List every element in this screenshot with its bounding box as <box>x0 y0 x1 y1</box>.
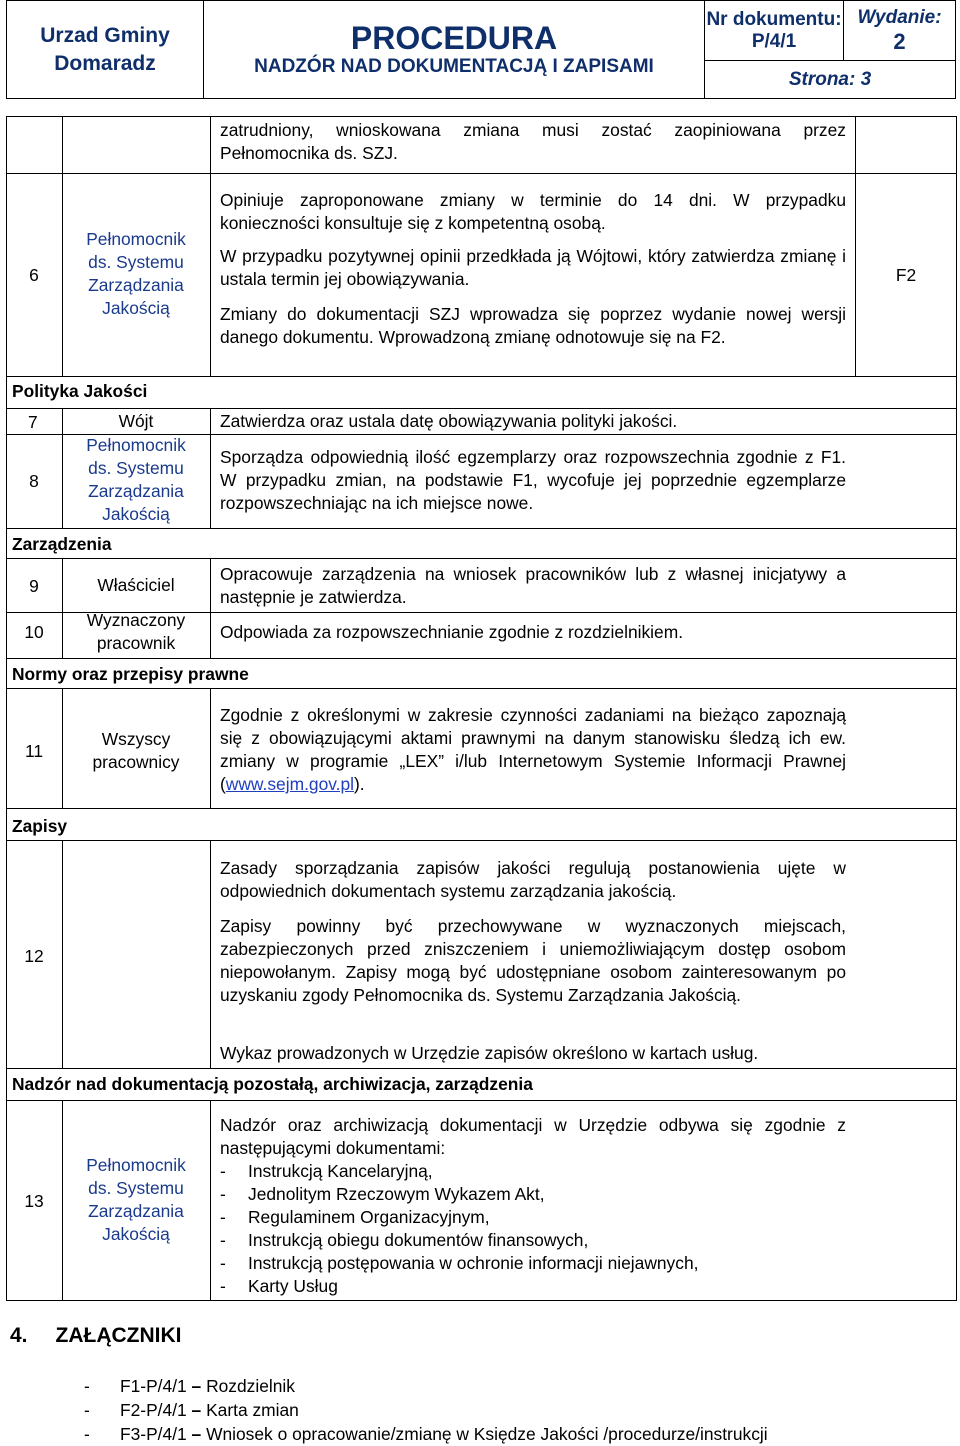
header-title: PROCEDURA <box>350 20 558 56</box>
row8-role <box>62 434 210 526</box>
row6-paragraph-3: Zmiany do dokumentacji SZJ wprowadza się poprzez wydanie nowej wersji danego dokumentu. Wprowadzoną zmianę odnotowuje się na F2. <box>220 304 846 347</box>
header-strona-cell <box>705 61 956 99</box>
row8-role-line: Zarządzania <box>88 481 184 501</box>
row11-role <box>62 728 210 774</box>
row8-role-line: Jakością <box>102 504 170 524</box>
row8-role-line: ds. Systemu <box>88 458 184 478</box>
section-normy-przepisy: Normy oraz przepisy prawne <box>12 664 249 684</box>
row6-role <box>62 228 210 320</box>
row6-paragraph-1: Opiniuje zaproponowane zmiany w terminie do 14 dni. W przypadku konieczności konsultuje się z kompetentną osobą. <box>220 190 846 233</box>
row11-role-line: Wszyscy <box>101 729 171 749</box>
row7-number: 7 <box>28 412 38 432</box>
row6-number: 6 <box>29 265 39 285</box>
row13-intro: Nadzór oraz archiwizacją dokumentacji w Urzędzie odbywa się zgodnie z następującymi dokumentami: <box>220 1115 846 1158</box>
row13-role-line: Zarządzania <box>88 1201 184 1221</box>
list-item: - Regulaminem Organizacyjnym, <box>220 1207 490 1227</box>
list-item: - Instrukcją postępowania w ochronie informacji niejawnych, <box>220 1253 699 1273</box>
header-nr-label: Nr dokumentu: <box>706 8 842 30</box>
row11-text-end: ). <box>354 774 365 794</box>
row11-text: Zgodnie z określonymi w zakresie czynności zadaniami na bieżąco zapoznają się z obowiązującymi aktami prawnymi na danym stanowisku śledzą ich ew. zmiany w programie „LEX” i/lub Internetowym Systemie Informacji Prawnej ( <box>220 705 846 794</box>
attachment-item: - F1-P/4/1 – Rozdzielnik <box>84 1376 295 1396</box>
attachment-item: - F3-P/4/1 – Wniosek o opracowanie/zmianę w Księdze Jakości /procedurze/instrukcji <box>84 1424 768 1444</box>
row12-paragraph-2: Zapisy powinny być przechowywane w wyznaczonych miejscach, zabezpieczonych przed zniszczeniem i uniemożliwiającym dostęp osobom niepowołanym. Zapisy mogą być udostępniane osobom zainteresowanym po uzyskaniu zgody Pełnomocnika ds. Systemu Zarządzania Jakością. <box>220 916 846 1005</box>
row13-role <box>62 1154 210 1246</box>
row12-paragraph-3: Wykaz prowadzonych w Urzędzie zapisów określono w kartach usług. <box>220 1043 759 1063</box>
row10-role-line: Wyznaczony <box>86 610 186 630</box>
row11-number: 11 <box>24 741 44 761</box>
row8-role-line: Pełnomocnik <box>86 435 186 455</box>
row8-text: Sporządza odpowiednią ilość egzemplarzy oraz rozpowszechnia zgodnie z F1. W przypadku zmian, na podstawie F1, wycofuje jej poprzednie egzemplarze rozpowszechniając na ich miejsce nowe. <box>220 447 846 513</box>
header-subtitle: NADZÓR NAD DOKUMENTACJĄ I ZAPISAMI <box>254 56 654 77</box>
row13-number: 13 <box>24 1191 44 1211</box>
row12-paragraph-1: Zasady sporządzania zapisów jakości regulują postanowienia ujęte w odpowiednich dokumentach systemu zarządzania jakością. <box>220 858 846 901</box>
header-wydanie-cell <box>844 1 956 61</box>
row9-number: 9 <box>29 576 39 596</box>
row8-number: 8 <box>29 471 39 491</box>
row6-paragraph-2: W przypadku pozytywnej opinii przedkłada ją Wójtowi, który zatwierdza zmianę i ustala termin jej obowiązywania. <box>220 246 846 289</box>
row6-role-line: Pełnomocnik <box>86 229 186 249</box>
row11-text-block <box>220 704 846 796</box>
row10-role-line: pracownik <box>96 633 176 653</box>
attachments-number: 4. <box>10 1324 28 1347</box>
header-nr-cell <box>705 1 844 61</box>
row13-list <box>220 1160 846 1298</box>
list-item: - Instrukcją Kancelaryjną, <box>220 1161 433 1181</box>
attachments-heading <box>10 1323 182 1349</box>
row6-reference: F2 <box>895 265 917 285</box>
row10-text: Odpowiada za rozpowszechnianie zgodnie z rozdzielnikiem. <box>220 622 684 642</box>
row11-role-line: pracownicy <box>92 752 180 772</box>
row10-role <box>62 609 210 655</box>
section-nadzor: Nadzór nad dokumentacją pozostałą, archiwizacja, zarządzenia <box>12 1074 533 1094</box>
section-polityka-jakosci: Polityka Jakości <box>12 381 148 401</box>
row12-number: 12 <box>24 946 44 966</box>
row7-text: Zatwierdza oraz ustala datę obowiązywania polityki jakości. <box>220 411 678 431</box>
header-org-name: Urzad Gminy Domaradz <box>40 23 170 75</box>
row9-role: Właściciel <box>97 575 175 595</box>
header-wydanie-label: Wydanie: <box>857 6 942 28</box>
attachments-list <box>84 1374 944 1446</box>
header-wydanie-value: 2 <box>893 28 906 54</box>
list-item: - Jednolitym Rzeczowym Wykazem Akt, <box>220 1184 545 1204</box>
header-page-number: Strona: 3 <box>788 68 872 90</box>
header-nr-value: P/4/1 <box>751 30 797 52</box>
row7-role: Wójt <box>118 411 154 431</box>
row10-number: 10 <box>24 622 44 642</box>
header-title-cell <box>204 1 705 99</box>
row6-role-line: Zarządzania <box>88 275 184 295</box>
list-item: - Instrukcją obiegu dokumentów finansowych, <box>220 1230 589 1250</box>
row6-role-line: Jakością <box>102 298 170 318</box>
section-zarzadzenia: Zarządzenia <box>12 534 112 554</box>
list-item: - Karty Usług <box>220 1276 338 1296</box>
row13-role-line: Pełnomocnik <box>86 1155 186 1175</box>
document-header <box>6 0 956 98</box>
row9-text: Opracowuje zarządzenia na wniosek pracowników lub z własnej inicjatywy a następnie je zatwierdza. <box>220 564 846 607</box>
header-org <box>7 1 204 99</box>
attachments-title: ZAŁĄCZNIKI <box>55 1324 182 1347</box>
sejm-link[interactable]: www.sejm.gov.pl <box>225 774 355 794</box>
row6-role-line: ds. Systemu <box>88 252 184 272</box>
section-zapisy: Zapisy <box>12 816 68 836</box>
row13-role-line: Jakością <box>102 1224 170 1244</box>
attachment-item: - F2-P/4/1 – Karta zmian <box>84 1400 299 1420</box>
row13-role-line: ds. Systemu <box>88 1178 184 1198</box>
continuation-text: zatrudniony, wnioskowana zmiana musi zostać zaopiniowana przez Pełnomocnika ds. SZJ. <box>220 120 846 163</box>
